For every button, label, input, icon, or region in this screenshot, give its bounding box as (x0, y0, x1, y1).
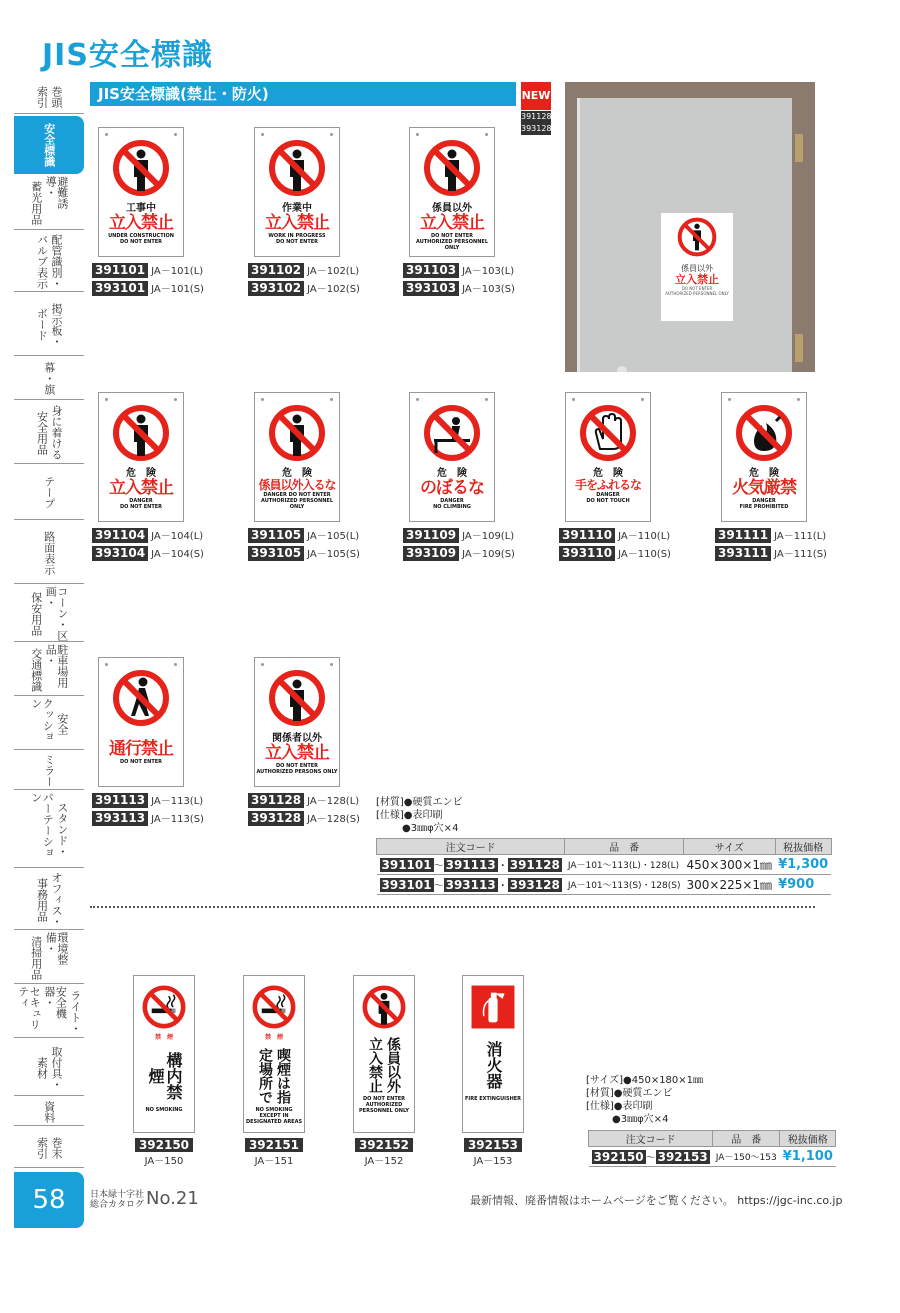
no-touch-icon (578, 403, 638, 463)
spec-holes: ●3㎜φ穴×4 (612, 1114, 669, 1125)
model-number: JA－102(L) (307, 266, 360, 277)
sign-vertical-text: 構内禁煙 (146, 1052, 183, 1100)
price-table (376, 838, 832, 895)
sidebar-item[interactable] (14, 1040, 84, 1096)
vertical-safety-sign (462, 975, 524, 1133)
sidebar-item[interactable] (14, 116, 84, 174)
and-sep: ・ (497, 861, 508, 872)
hinge (795, 134, 803, 162)
sign-vertical-text: 係員以外立入禁止 (367, 1037, 401, 1093)
photo-sign (660, 212, 734, 322)
order-code: 392150 (135, 1138, 193, 1152)
mount-hole (174, 398, 177, 401)
sign-english: AUTHORIZED PERSONS ONLY (256, 768, 338, 775)
sidebar-item-label: 巻末 (50, 1136, 64, 1159)
new-badge: NEW (521, 82, 551, 110)
table-row (589, 1147, 836, 1167)
sign-main-text: 立入禁止 (420, 213, 484, 233)
no-entry-icon (111, 403, 171, 463)
page-number: 58 (14, 1172, 84, 1228)
sign-english: DO NOT ENTER (119, 758, 162, 765)
safety-sign (98, 657, 184, 787)
order-code: 391101 (92, 263, 148, 278)
sign-subtitle: 係員以外 (432, 203, 472, 214)
order-code: 392151 (245, 1138, 303, 1152)
sign-subtitle: 危 険 (437, 468, 467, 479)
and-sep: ・ (497, 881, 508, 892)
safety-sign (254, 657, 340, 787)
sidebar-item-label: セキュリティ (16, 986, 42, 1030)
order-code: 393101 (381, 878, 432, 892)
order-code: 393111 (715, 546, 771, 561)
order-code: 391111 (715, 528, 771, 543)
door (577, 98, 792, 372)
order-code: 393110 (559, 546, 615, 561)
col-header: 品 番 (713, 1131, 780, 1147)
product-code-row (403, 546, 515, 561)
sidebar-item[interactable] (14, 176, 84, 230)
col-header: 税抜価格 (775, 839, 831, 855)
sign-main-text: 係員以外入るな (258, 478, 336, 492)
no-entry-icon (111, 138, 171, 198)
mount-hole (261, 663, 264, 666)
model-number: JA－101～113(S)・128(S) (565, 875, 684, 895)
sign-english: DO NOT ENTER (430, 232, 473, 239)
sidebar-item-label: 幕・旗 (42, 362, 56, 395)
product-code-row (92, 263, 203, 278)
divider (90, 906, 815, 908)
section-title: JIS安全標識(禁止・防火) (90, 82, 516, 106)
spec-finish: [仕様]●表印刷 (586, 1101, 653, 1112)
sidebar-item-label: ライト・ (68, 989, 82, 1034)
sidebar-item-label: 安全 (55, 712, 69, 735)
size: 300×225×1㎜ (684, 875, 776, 895)
model-number: JA－105(S) (307, 549, 360, 560)
model-number: JA－151 (254, 1156, 294, 1167)
sign-english: DANGER (596, 492, 620, 499)
sidebar-item-label: スタンド・ (55, 802, 69, 857)
sign-english: AUTHORIZED PERSONNEL ONLY (415, 238, 489, 251)
model-number: JA－105(L) (307, 531, 360, 542)
sign-english: DANGER (440, 497, 464, 504)
order-code: 393113 (92, 811, 148, 826)
catalog-number: No.21 (146, 1188, 199, 1209)
order-code: 393104 (92, 546, 148, 561)
spec-material: [材質]●硬質エンビ (586, 1088, 673, 1099)
sidebar-item[interactable] (14, 358, 84, 400)
sign-main-text: のぼるな (420, 478, 484, 498)
sidebar-item-label: 取付具・ (50, 1045, 64, 1090)
col-header: 注文コード (377, 839, 565, 855)
sidebar-item-label: パーテーション (29, 792, 55, 858)
sign-main-text: 通行禁止 (109, 739, 173, 759)
model-number: JA－109(S) (462, 549, 515, 560)
product-code (351, 1138, 417, 1167)
sign-english: DO NOT TOUCH (586, 498, 630, 505)
fire-extinguisher-icon (470, 984, 516, 1030)
spec-material: [材質]●硬質エンビ (376, 797, 463, 808)
spec-size: [サイズ]●450×180×1㎜ (586, 1075, 704, 1086)
sidebar-item[interactable] (14, 402, 84, 464)
order-code: 393113 (445, 878, 496, 892)
sign-tag: 禁 煙 (264, 1034, 283, 1041)
model-number: JA－110(S) (618, 549, 671, 560)
sidebar-item-label: オフィス・ (50, 872, 64, 927)
sign-english: FIRE EXTINGUISHER (464, 1096, 522, 1102)
sidebar-item[interactable] (14, 586, 84, 642)
sidebar-item-label: 巻頭 (50, 85, 64, 108)
mount-hole (105, 133, 108, 136)
no-fire-icon (734, 403, 794, 463)
sign-vertical-text: 消火器 (484, 1041, 503, 1089)
no-entry-icon (422, 138, 482, 198)
sign-vertical-text: 喫煙は指定場所で (257, 1048, 291, 1104)
product-code (241, 1138, 307, 1167)
product-code-row (559, 528, 670, 543)
product-code-row (92, 546, 204, 561)
order-code: 393103 (403, 281, 459, 296)
model-number: JA－103(S) (462, 284, 515, 295)
sign-english: NO SMOKING (255, 1107, 293, 1113)
model-number: JA－101～113(L)・128(L) (565, 855, 684, 875)
no-smoking-icon (141, 984, 187, 1030)
model-number: JA－103(L) (462, 266, 515, 277)
sidebar-item-label: テープ (42, 476, 56, 509)
order-code: 391102 (248, 263, 304, 278)
size: 450×300×1㎜ (684, 855, 776, 875)
col-header: 税抜価格 (780, 1131, 836, 1147)
mount-hole (572, 398, 575, 401)
catalog-label: 総合カタログ (90, 1200, 145, 1210)
sign-english: EXCEPT IN DESIGNATED AREAS (245, 1113, 303, 1125)
sidebar-item[interactable] (14, 986, 84, 1038)
spec-finish: [仕様]●表印刷 (376, 810, 443, 821)
product-code-row (559, 546, 671, 561)
sidebar-item-label: 避難誘導・ (44, 176, 69, 209)
sign-main-text: 手をふれるな (574, 478, 641, 492)
sign-main-text: 火気厳禁 (732, 478, 796, 498)
price: ¥900 (775, 875, 831, 895)
sign-english: AUTHORIZED PERSONNEL ONLY (260, 498, 334, 511)
order-code: 393102 (248, 281, 304, 296)
sign-english: WORK IN PROGRESS (268, 232, 326, 239)
photo-sign-en: AUTHORIZED PERSONNEL ONLY (665, 291, 729, 297)
sign-main-text: 立入禁止 (265, 743, 329, 763)
order-code: 393105 (248, 546, 304, 561)
mount-hole (261, 133, 264, 136)
sidebar-item-label: 掲示板・ (50, 302, 64, 347)
sidebar-item-label: 路面表示 (42, 530, 56, 575)
sidebar-item-label: バルブ表示 (35, 234, 49, 289)
footer-note: 最新情報、廃番情報はホームページをご覧ください。 https://jgc-inc.co.jp (470, 1194, 843, 1207)
mount-hole (416, 398, 419, 401)
product-code-row (248, 811, 360, 826)
order-codes (377, 855, 565, 875)
sidebar-item-label: 蓄光用品 (29, 180, 43, 225)
mount-hole (416, 133, 419, 136)
sign-subtitle: 危 険 (282, 468, 312, 479)
mount-hole (330, 398, 333, 401)
no-entry-icon (267, 668, 327, 728)
sidebar-item-label: 安全機器・ (42, 986, 68, 1019)
model-number: JA－128(S) (307, 814, 360, 825)
vertical-safety-sign (243, 975, 305, 1133)
product-code-row (92, 793, 203, 808)
sidebar-item-label: 身に着ける (50, 405, 64, 460)
model-number: JA－111(S) (774, 549, 827, 560)
no-entry-icon (361, 984, 407, 1030)
sign-subtitle: 関係者以外 (272, 733, 322, 744)
spec-block (586, 1074, 703, 1126)
order-code: 392153 (464, 1138, 522, 1152)
mount-hole (105, 663, 108, 666)
order-code: 391104 (92, 528, 148, 543)
sign-subtitle: 危 険 (749, 468, 779, 479)
sign-english: UNDER CONSTRUCTION (108, 232, 174, 239)
sidebar-item-label: 配管識別・ (50, 234, 64, 289)
sidebar-item-label: クッション (29, 698, 55, 742)
new-code: 391128 (521, 112, 552, 121)
sign-main-text: 立入禁止 (109, 478, 173, 498)
sidebar-item-label: ボード (35, 308, 49, 341)
sidebar-item[interactable] (14, 522, 84, 584)
order-code: 391105 (248, 528, 304, 543)
range-sep: ～ (645, 1153, 656, 1164)
model-number: JA－152 (364, 1156, 404, 1167)
mount-hole (641, 398, 644, 401)
order-code: 391113 (92, 793, 148, 808)
sidebar-item[interactable] (14, 466, 84, 520)
sign-english: DANGER (752, 497, 776, 504)
order-code: 393101 (92, 281, 148, 296)
model-number: JA－109(L) (462, 531, 515, 542)
mount-hole (485, 133, 488, 136)
sidebar-item-label: 清掃用品 (29, 935, 43, 980)
sidebar-item-label: 保安用品 (29, 591, 43, 636)
sidebar-item-label: 資料 (42, 1100, 56, 1123)
order-codes (377, 875, 565, 895)
sidebar-item[interactable] (14, 80, 84, 114)
model-number: JA－153 (473, 1156, 513, 1167)
sidebar-item-label: 素材 (35, 1056, 49, 1079)
order-code: 391113 (445, 858, 496, 872)
product-code-row (92, 528, 203, 543)
sidebar-item[interactable] (14, 1098, 84, 1126)
sign-english: NO CLIMBING (433, 503, 471, 510)
sidebar-item[interactable] (14, 644, 84, 696)
product-code-row (715, 546, 827, 561)
sign-english: DO NOT ENTER (275, 238, 318, 245)
order-code: 391128 (509, 858, 560, 872)
mount-hole (797, 398, 800, 401)
spec-block (376, 796, 463, 835)
mount-hole (330, 663, 333, 666)
photo-sign-en: DO NOT ENTER (681, 286, 713, 292)
safety-sign (721, 392, 807, 522)
sidebar-item-label: 駐車場用品・ (44, 644, 69, 688)
model-number: JA－150～153 (713, 1147, 780, 1167)
sign-english: FIRE PROHIBITED (739, 503, 789, 510)
col-header: 注文コード (589, 1131, 713, 1147)
sign-english: DO NOT ENTER (362, 1096, 405, 1102)
sidebar-item-label: 交通標識 (29, 647, 43, 692)
no-entry-icon (677, 217, 717, 257)
range-sep: ～ (433, 861, 444, 872)
sign-english: DO NOT ENTER (275, 762, 318, 769)
order-code: 392152 (355, 1138, 413, 1152)
product-code-row (248, 281, 360, 296)
product-code-row (403, 528, 514, 543)
sidebar-item[interactable] (14, 870, 84, 930)
sidebar-item-label: 安全標識 (42, 123, 56, 167)
model-number: JA－110(L) (618, 531, 671, 542)
order-codes (589, 1147, 713, 1167)
order-code: 393109 (403, 546, 459, 561)
product-code-row (92, 281, 204, 296)
order-code: 393128 (509, 878, 560, 892)
mount-hole (261, 398, 264, 401)
sidebar-item[interactable] (14, 232, 84, 292)
model-number: JA－104(S) (151, 549, 204, 560)
safety-sign (409, 392, 495, 522)
range-sep: ～ (433, 881, 444, 892)
price: ¥1,100 (780, 1147, 836, 1167)
sign-english: NO SMOKING (145, 1107, 183, 1113)
vertical-safety-sign (133, 975, 195, 1133)
mount-hole (105, 398, 108, 401)
door-handle (617, 366, 627, 372)
sidebar-item-label: 索引 (35, 85, 49, 108)
mount-hole (728, 398, 731, 401)
product-code-row (403, 281, 515, 296)
product-code-row (248, 528, 359, 543)
hinge (795, 334, 803, 362)
sign-subtitle: 危 険 (126, 468, 156, 479)
new-code: 393128 (521, 124, 552, 133)
page-title: JIS安全標識 (42, 38, 213, 73)
no-entry-icon (267, 403, 327, 463)
order-code: 392150 (593, 1150, 644, 1164)
sign-subtitle: 工事中 (126, 203, 156, 214)
product-code (131, 1138, 197, 1167)
safety-sign (409, 127, 495, 257)
model-number: JA－150 (144, 1156, 184, 1167)
model-number: JA－111(L) (774, 531, 827, 542)
sign-english: DANGER DO NOT ENTER (263, 492, 331, 499)
sign-english: DO NOT ENTER (119, 238, 162, 245)
col-header: サイズ (684, 839, 776, 855)
order-code: 391128 (248, 793, 304, 808)
sidebar-item[interactable] (14, 294, 84, 356)
sign-english: AUTHORIZED PERSONNEL ONLY (359, 1102, 409, 1114)
spec-holes: ●3㎜φ穴×4 (402, 823, 459, 834)
no-passage-icon (111, 668, 171, 728)
safety-sign (98, 392, 184, 522)
sign-english: DO NOT ENTER (119, 503, 162, 510)
mount-hole (330, 133, 333, 136)
model-number: JA－104(L) (151, 531, 204, 542)
sidebar-item-label: 安全用品 (35, 410, 49, 455)
mount-hole (174, 133, 177, 136)
model-number: JA－101(S) (151, 284, 204, 295)
product-code (460, 1138, 526, 1167)
sidebar-item-label: コーン・区画・ (44, 586, 69, 641)
price: ¥1,300 (775, 855, 831, 875)
order-code: 393128 (248, 811, 304, 826)
safety-sign (254, 127, 340, 257)
no-entry-icon (267, 138, 327, 198)
sign-tag: 禁 煙 (154, 1034, 173, 1041)
order-code: 391103 (403, 263, 459, 278)
product-code-row (715, 528, 826, 543)
sidebar-item-label: 事務用品 (35, 877, 49, 922)
sidebar-item-label: 環境整備・ (44, 932, 69, 965)
sidebar-item[interactable] (14, 1128, 84, 1168)
table-row (377, 855, 832, 875)
order-code: 391101 (381, 858, 432, 872)
price-table (588, 1130, 836, 1167)
door-photo (565, 82, 815, 372)
catalog-name (90, 1190, 144, 1210)
sidebar-item-label: ミラー (42, 754, 56, 787)
sign-subtitle: 作業中 (282, 203, 312, 214)
safety-sign (565, 392, 651, 522)
order-code: 391110 (559, 528, 615, 543)
table-row (377, 875, 832, 895)
sidebar-item[interactable] (14, 698, 84, 750)
product-code-row (248, 793, 359, 808)
sign-english: DANGER (129, 497, 153, 504)
catalog-company: 日本緑十字社 (90, 1190, 145, 1200)
safety-sign (254, 392, 340, 522)
model-number: JA－102(S) (307, 284, 360, 295)
product-code-row (403, 263, 514, 278)
photo-sign-sub: 係員以外 (681, 264, 713, 273)
model-number: JA－101(L) (151, 266, 204, 277)
mount-hole (174, 663, 177, 666)
col-header: 品 番 (565, 839, 684, 855)
order-code: 392153 (657, 1150, 708, 1164)
safety-sign (98, 127, 184, 257)
sidebar-item[interactable] (14, 932, 84, 984)
sidebar-item[interactable] (14, 752, 84, 790)
sidebar-item-label: 索引 (35, 1136, 49, 1159)
product-code-row (92, 811, 204, 826)
vertical-safety-sign (353, 975, 415, 1133)
product-code-row (248, 263, 359, 278)
sign-main-text: 立入禁止 (265, 213, 329, 233)
order-code: 391109 (403, 528, 459, 543)
model-number: JA－128(L) (307, 796, 360, 807)
sign-subtitle: 危 険 (593, 468, 623, 479)
no-smoking-icon (251, 984, 297, 1030)
product-code-row (248, 546, 360, 561)
photo-sign-main: 立入禁止 (675, 273, 719, 286)
no-climbing-icon (422, 403, 482, 463)
sign-main-text: 立入禁止 (109, 213, 173, 233)
model-number: JA－113(L) (151, 796, 204, 807)
sidebar-item[interactable] (14, 792, 84, 868)
mount-hole (485, 398, 488, 401)
model-number: JA－113(S) (151, 814, 204, 825)
